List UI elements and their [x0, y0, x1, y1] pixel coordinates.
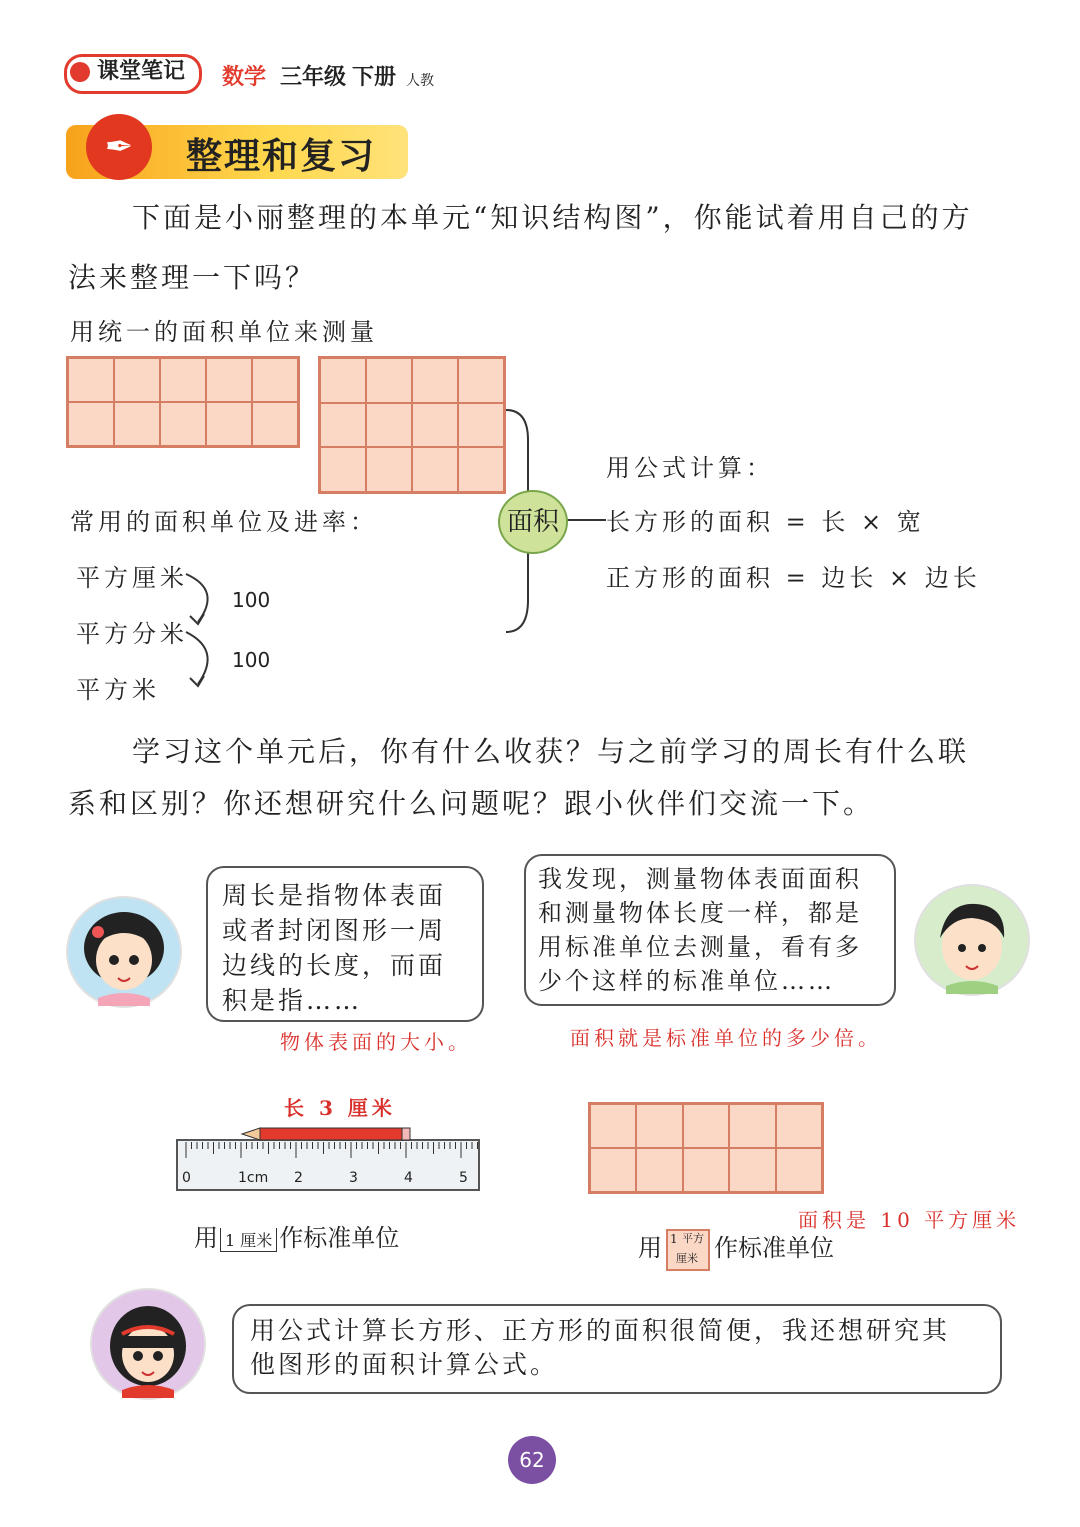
unit-square-num: 1: [670, 1231, 678, 1246]
area-caption-pre: 用: [638, 1234, 662, 1262]
ruler-tick-4: 4: [404, 1170, 413, 1186]
grid-2x5-demo: [588, 1102, 824, 1194]
ruler-caption-pre: 用: [194, 1224, 218, 1252]
girl-bubble-line: 积是指……: [222, 986, 363, 1015]
header-subject: 数学: [222, 65, 267, 90]
grid-cell: [636, 1104, 682, 1148]
rate-value-1: 100: [232, 588, 271, 612]
units-label: 常用的面积单位及进率：: [70, 508, 378, 536]
girl-bubble-line: 周长是指物体表面: [222, 881, 447, 910]
ruler-illustration: [176, 1120, 482, 1196]
question-line-1: 学习这个单元后，你有什么收获？与之前学习的周长有什么联: [132, 735, 970, 768]
area-caption-post: 作标准单位: [714, 1234, 834, 1262]
unit-square-unit1: 平方: [682, 1231, 704, 1245]
rate-arrow-2: [186, 632, 208, 684]
area-center-label: 面积: [506, 507, 559, 537]
square-area-formula: 正方形的面积 = 边长 × 边长: [606, 564, 981, 592]
grid-cell: [776, 1104, 822, 1148]
girl-answer: 物体表面的大小。: [280, 1030, 472, 1054]
structure-lines: [0, 0, 1080, 720]
quill-pen-icon: ✒: [86, 114, 152, 180]
intro-line-1: 下面是小丽整理的本单元“知识结构图”，你能试着用自己的方: [132, 201, 973, 234]
unit-square-cm: 平方厘米: [76, 564, 188, 592]
grid-cell: [590, 1104, 636, 1148]
boy-avatar: [914, 884, 1030, 996]
girl2-avatar: [90, 1288, 206, 1400]
intro-line-2: 法来整理一下吗？: [68, 261, 317, 294]
ruler-tick-0: 0: [182, 1170, 191, 1186]
girl-avatar: [66, 896, 182, 1008]
unit-square-dm: 平方分米: [76, 620, 188, 648]
boy-bubble-line: 和测量物体长度一样，都是: [538, 899, 862, 927]
boy-bubble-line: 少个这样的标准单位……: [538, 967, 835, 995]
section-title: 整理和复习: [186, 136, 377, 177]
grid-cell: [729, 1104, 775, 1148]
question-line-2: 系和区别？你还想研究什么问题呢？跟小伙伴们交流一下。: [68, 787, 875, 820]
girl-bubble-line: 边线的长度，而面: [222, 951, 447, 980]
measure-label: 用统一的面积单位来测量: [70, 318, 378, 346]
unit-square-m: 平方米: [76, 676, 160, 704]
ruler-tick-1: 1cm: [238, 1170, 269, 1186]
header-grade: 三年级: [280, 65, 347, 90]
boy-speech-bubble: [524, 854, 896, 1006]
area-caption: [638, 1228, 834, 1271]
formula-label: 用公式计算：: [606, 454, 774, 482]
ruler-caption-post: 作标准单位: [279, 1224, 400, 1252]
girl-face-icon: [68, 898, 180, 1006]
grid-cell: [683, 1148, 729, 1192]
grid-cell: [636, 1148, 682, 1192]
bottom-bubble-line-1: 用公式计算长方形、正方形的面积很简便，我还想研究其: [250, 1316, 951, 1345]
boy-bubble-line: 用标准单位去测量，看有多: [538, 933, 862, 961]
bottom-bubble-line-2: 他图形的面积计算公式。: [250, 1350, 559, 1379]
header-publisher: 人教: [406, 73, 434, 89]
boy-bubble-line: 我发现，测量物体表面面积: [538, 865, 862, 893]
rect-area-formula: 长方形的面积 = 长 × 宽: [606, 508, 925, 536]
rate-value-2: 100: [232, 648, 271, 672]
grid-cell: [776, 1148, 822, 1192]
unit-square-box: [666, 1229, 710, 1271]
boy-face-icon: [916, 886, 1028, 994]
ruler-caption-box: 1 厘米: [220, 1228, 277, 1252]
grid-cell: [729, 1148, 775, 1192]
pencil-body: [260, 1128, 406, 1140]
grid-cell: [683, 1104, 729, 1148]
ruler-tick-3: 3: [349, 1170, 358, 1186]
ruler-tick-5: 5: [459, 1170, 468, 1186]
grid-cell: [590, 1148, 636, 1192]
area-note: 面积是 10 平方厘米: [798, 1208, 1021, 1232]
girl2-face-icon: [92, 1290, 204, 1398]
ruler-tick-2: 2: [294, 1170, 303, 1186]
girl-bubble-line: 或者封闭图形一周: [222, 916, 447, 945]
girl-speech-bubble: [206, 866, 484, 1022]
page-number: 62: [508, 1436, 556, 1484]
area-center-node: [498, 490, 568, 554]
header-volume: 下册: [352, 65, 397, 90]
brand-label: 课堂笔记: [97, 59, 186, 84]
pencil-length-label: 长 3 厘米: [284, 1096, 396, 1120]
ruler-caption: [194, 1218, 399, 1253]
boy-answer: 面积就是标准单位的多少倍。: [570, 1026, 882, 1050]
unit-square-unit2: 厘米: [676, 1251, 698, 1265]
pencil-tip: [242, 1128, 260, 1140]
bottom-speech-bubble: [232, 1304, 1002, 1394]
